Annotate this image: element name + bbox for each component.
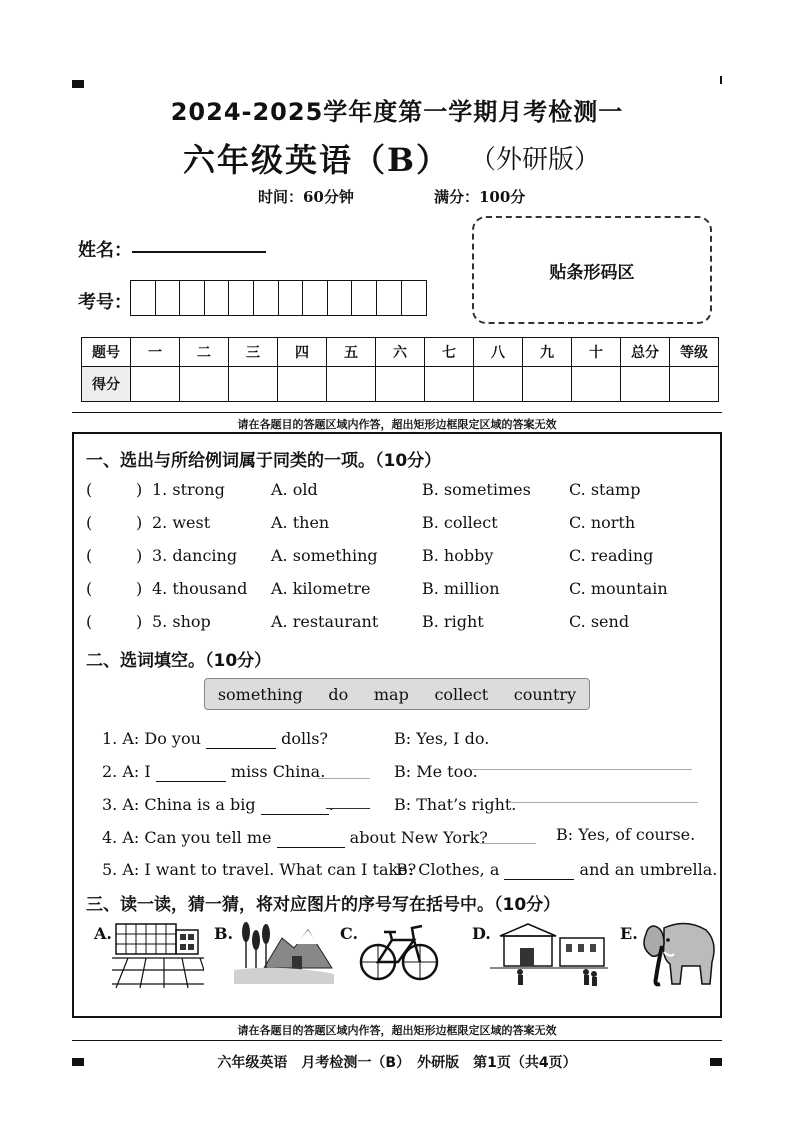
answer-paren-open[interactable]: ( (86, 546, 93, 565)
answer-paren-close: ) (136, 480, 143, 499)
answer-paren-open[interactable]: ( (86, 513, 93, 532)
notice-bottom: 请在各题目的答题区域内作答，超出矩形边框限定区域的答案无效 (237, 1024, 557, 1037)
name-label: 姓名： (78, 240, 132, 261)
section3-title: 三、读一读，猜一猜，将对应图片的序号写在括号中。（10分） (86, 895, 561, 915)
question-text: 2. A: I (102, 762, 151, 781)
score-col: 一 (131, 338, 180, 367)
option-a: A. old (271, 480, 318, 499)
corner-mark-top-left (72, 80, 84, 88)
s2-item-3-answer: B: That’s right. (394, 795, 517, 814)
s2-item-5-answer (396, 860, 717, 880)
question-word: 4. thousand (152, 579, 248, 598)
score-cell[interactable] (523, 367, 572, 402)
word-bank-word: do (328, 684, 349, 704)
score-col: 二 (180, 338, 229, 367)
question-text: miss China. (230, 762, 326, 781)
faint-line (508, 802, 698, 803)
s2-item-4-question (102, 828, 488, 848)
option-b: B. collect (422, 513, 498, 532)
question-text: about New York? (349, 828, 488, 847)
score-cell[interactable] (572, 367, 621, 402)
question-word: 3. dancing (152, 546, 238, 565)
question-text: dolls? (281, 729, 328, 748)
id-digit-box[interactable] (205, 281, 230, 315)
s2-item-4-answer: B: Yes, of course. (556, 825, 696, 844)
question-word: 2. west (152, 513, 211, 532)
picture-label: C. (340, 924, 359, 943)
bicycle-icon (358, 918, 440, 984)
picture-label: E. (620, 924, 638, 943)
picture-label: A. (94, 924, 112, 943)
score-cell[interactable] (474, 367, 523, 402)
s1-item-2 (0, 513, 794, 537)
score-cell[interactable] (425, 367, 474, 402)
s2-item-5-question: 5. A: I want to travel. What can I take? (102, 860, 417, 879)
word-bank-word: something (217, 684, 303, 704)
option-c: C. reading (569, 546, 654, 565)
notice-top: 请在各题目的答题区域内作答，超出矩形边框限定区域的答案无效 (237, 418, 557, 431)
answer-blank[interactable] (261, 795, 329, 815)
s1-item-3 (0, 546, 794, 570)
picture-label: B. (214, 924, 234, 943)
id-digit-box[interactable] (229, 281, 254, 315)
answer-paren-close: ) (136, 513, 143, 532)
id-digit-box[interactable] (131, 281, 156, 315)
score-col: 六 (376, 338, 425, 367)
id-digit-box[interactable] (180, 281, 205, 315)
answer-blank[interactable] (504, 860, 574, 880)
word-bank-word: collect (434, 684, 489, 704)
question-text: . (328, 795, 334, 814)
answer-paren-open[interactable]: ( (86, 612, 93, 631)
answer-paren-close: ) (136, 579, 143, 598)
s2-item-1-question (102, 729, 328, 749)
full-score-info: 满分：100分 (434, 188, 526, 206)
edition-label: （外研版） (470, 145, 601, 175)
score-cell[interactable] (327, 367, 376, 402)
answer-blank[interactable] (156, 762, 226, 782)
time-info: 时间：60分钟 (258, 188, 354, 206)
score-row-label: 得分 (82, 367, 131, 402)
divider (72, 1040, 722, 1041)
id-digit-box[interactable] (279, 281, 304, 315)
score-col: 四 (278, 338, 327, 367)
score-col: 五 (327, 338, 376, 367)
street-icon (490, 918, 608, 988)
option-a: A. then (271, 513, 330, 532)
score-col: 九 (523, 338, 572, 367)
option-c: C. mountain (569, 579, 668, 598)
score-cell[interactable] (180, 367, 229, 402)
score-col: 等级 (670, 338, 719, 367)
barcode-area (472, 216, 712, 324)
faint-line (326, 808, 370, 809)
exam-title: 2024-2025学年度第一学期月考检测一 (170, 98, 624, 126)
question-word: 5. shop (152, 612, 211, 631)
answer-paren-open[interactable]: ( (86, 579, 93, 598)
id-digit-box[interactable] (352, 281, 377, 315)
option-a: A. restaurant (271, 612, 379, 631)
building-icon (112, 918, 204, 990)
answer-paren-open[interactable]: ( (86, 480, 93, 499)
id-digit-box[interactable] (328, 281, 353, 315)
score-cell[interactable] (229, 367, 278, 402)
score-col: 总分 (621, 338, 670, 367)
faint-line (318, 778, 370, 779)
word-bank (204, 678, 590, 710)
question-text: 4. A: Can you tell me (102, 828, 272, 847)
answer-text: and an umbrella. (579, 860, 718, 879)
answer-paren-close: ) (136, 612, 143, 631)
name-field[interactable] (132, 251, 266, 253)
s2-item-1-answer: B: Yes, I do. (394, 729, 490, 748)
option-c: C. send (569, 612, 630, 631)
id-digit-box[interactable] (377, 281, 402, 315)
option-a: A. something (271, 546, 378, 565)
option-c: C. north (569, 513, 636, 532)
id-digit-box[interactable] (303, 281, 328, 315)
option-b: B. million (422, 579, 500, 598)
question-text: 3. A: China is a big (102, 795, 256, 814)
faint-line (480, 843, 536, 844)
id-digit-box[interactable] (254, 281, 279, 315)
score-col: 十 (572, 338, 621, 367)
option-b: B. right (422, 612, 484, 631)
score-col: 八 (474, 338, 523, 367)
option-c: C. stamp (569, 480, 641, 499)
picture-label: D. (472, 924, 491, 943)
question-text: 1. A: Do you (102, 729, 201, 748)
word-bank-word: map (373, 684, 409, 704)
id-digit-box[interactable] (156, 281, 181, 315)
word-bank-word: country (513, 684, 577, 704)
landscape-icon (234, 918, 334, 990)
section1-title: 一、选出与所给例词属于同类的一项。（10分） (86, 451, 442, 471)
section2-title: 二、选词填空。（10分） (86, 651, 272, 671)
score-table (81, 337, 719, 402)
score-col: 七 (425, 338, 474, 367)
answer-blank[interactable] (277, 828, 345, 848)
score-cell[interactable] (278, 367, 327, 402)
s1-item-5 (0, 612, 794, 636)
id-digit-box[interactable] (402, 281, 427, 315)
option-a: A. kilometre (271, 579, 371, 598)
score-table-header-label: 题号 (82, 338, 131, 367)
divider (72, 412, 722, 413)
option-b: B. sometimes (422, 480, 531, 499)
faint-line (472, 769, 692, 770)
option-b: B. hobby (422, 546, 494, 565)
s1-item-1 (0, 480, 794, 504)
answer-text: B: Clothes, a (396, 860, 500, 879)
s2-item-2-answer: B: Me too. (394, 762, 478, 781)
answer-blank[interactable] (206, 729, 276, 749)
score-col: 三 (229, 338, 278, 367)
exam-id-boxes[interactable] (130, 280, 427, 316)
subject-title: 六年级英语（B） (183, 141, 451, 179)
page-footer: 六年级英语 月考检测一（B） 外研版 第1页（共4页） (217, 1055, 577, 1071)
exam-id-label: 考号： (78, 292, 132, 313)
barcode-label: 贴条形码区 (549, 262, 635, 283)
score-cell[interactable] (376, 367, 425, 402)
s1-item-4 (0, 579, 794, 603)
s2-item-3-question (102, 795, 334, 815)
score-cell[interactable] (670, 367, 719, 402)
s2-item-2-question (102, 762, 325, 782)
elephant-icon (636, 914, 718, 990)
corner-mark-top-right (720, 76, 722, 84)
question-word: 1. strong (152, 480, 225, 499)
score-cell[interactable] (621, 367, 670, 402)
score-cell[interactable] (131, 367, 180, 402)
answer-paren-close: ) (136, 546, 143, 565)
